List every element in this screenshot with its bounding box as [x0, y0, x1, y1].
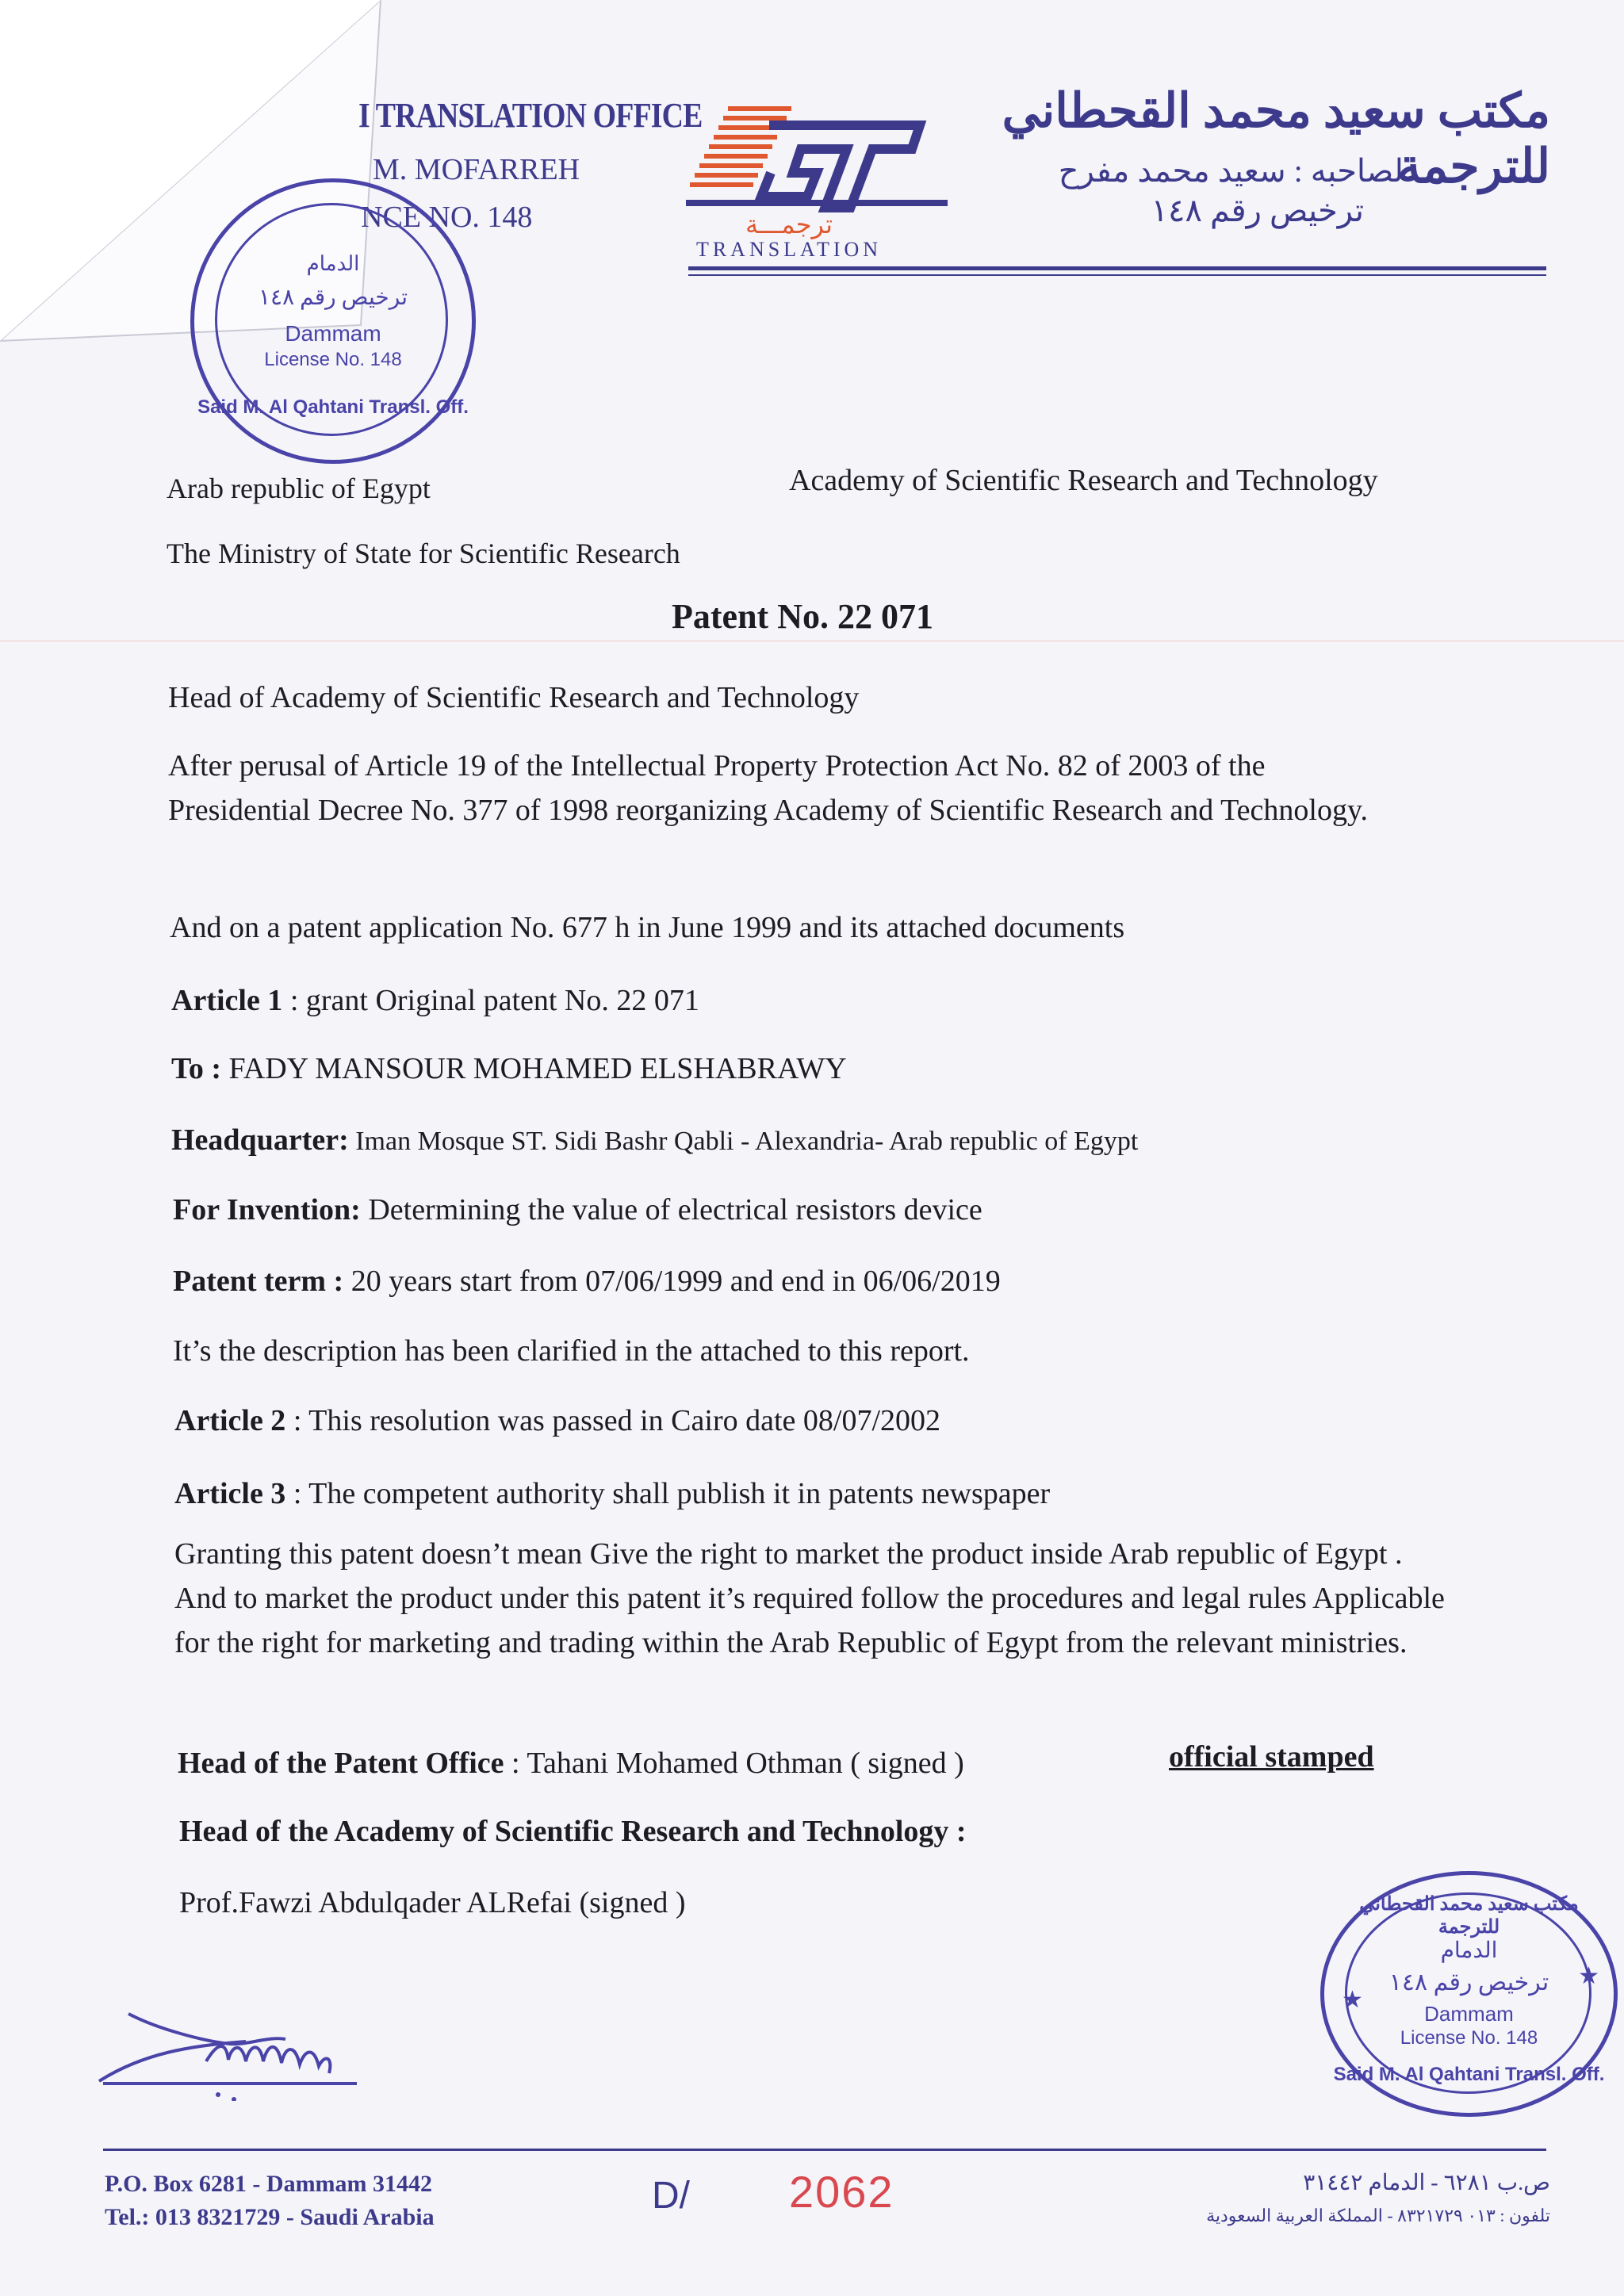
- granting-paragraph: Granting this patent doesn’t mean Give the right to market the product inside Arab republic of Egypt . And to market the product under this patent it’s required follow the procedures and legal rules Applicable for the right for marketing and trading within the Arab Republic of Egypt from the relevant ministries.: [174, 1537, 1445, 1659]
- article-3-text: : The competent authority shall publish it in patents newspaper: [285, 1477, 1051, 1510]
- stamp-star-right-icon: ★: [1578, 1963, 1599, 1989]
- stamp-bottom-city-en: Dammam: [1424, 2002, 1514, 2026]
- header-rule: [688, 266, 1546, 270]
- headquarter: [171, 1118, 1138, 1164]
- article-1-text: : grant Original patent No. 22 071: [282, 984, 699, 1017]
- header-rule-thin: [688, 274, 1546, 276]
- patent-term-label: Patent term :: [173, 1265, 344, 1298]
- invention: [173, 1188, 982, 1232]
- translation-stamp-bottom: [1320, 1871, 1618, 2117]
- stamp-bottom-license-en: License No. 148: [1400, 2027, 1538, 2049]
- invention-text: Determining the value of electrical resistors device: [360, 1193, 982, 1226]
- issuer-country: Arab republic of Egypt: [167, 473, 431, 504]
- article-2: [174, 1399, 940, 1443]
- article-1-label: Article 1: [171, 984, 283, 1017]
- patent-office-name: : Tahani Mohamed Othman ( signed ): [504, 1747, 964, 1780]
- official-stamped: official stamped: [1169, 1740, 1374, 1774]
- patent-office-head: [178, 1741, 964, 1785]
- perusal-paragraph: After perusal of Article 19 of the Intellectual Property Protection Act No. 82 of 2003 of the Presidential Decree No. 377 of 1998 reorganizing Academy of Scientific Research and Technology.: [168, 749, 1368, 827]
- application-line: And on a patent application No. 677 h in June 1999 and its attached documents: [170, 911, 1125, 944]
- grantee: [171, 1047, 847, 1091]
- st-logo: [682, 101, 952, 268]
- head-line: Head of Academy of Scientific Research and Technology: [168, 681, 860, 714]
- stamp-bottom-city-ar: الدمام: [1440, 1938, 1498, 1963]
- stamp-bottom-ring-text: Said M. Al Qahtani Transl. Off.: [1333, 2064, 1605, 2085]
- stamp-top-ring-text: Said M. Al Qahtani Transl. Off.: [197, 396, 469, 418]
- article-2-label: Article 2: [174, 1404, 286, 1437]
- footer-po-box: P.O. Box 6281 - Dammam 31442: [105, 2171, 433, 2197]
- translation-stamp-top: [190, 178, 476, 464]
- stamp-bottom-top-ar: مكتب سعيد محمد القحطاني للترجمة: [1359, 1894, 1579, 1938]
- st-logo-icon: [682, 101, 952, 212]
- description-line: It’s the description has been clarified in the attached to this report.: [173, 1334, 970, 1368]
- article-1: [171, 978, 699, 1023]
- article-2-text: : This resolution was passed in Cairo date 08/07/2002: [285, 1404, 941, 1437]
- patent-term-text: 20 years start from 07/06/1999 and end in 06/06/2019: [343, 1265, 1001, 1298]
- footer-tel: Tel.: 013 8321729 - Saudi Arabia: [105, 2204, 435, 2230]
- academy-head-label: Head of the Academy of Scientific Research and Technology :: [179, 1815, 967, 1848]
- patent-term: [173, 1259, 1001, 1303]
- stamp-star-left-icon: ★: [1342, 1987, 1363, 2013]
- headquarter-label: Headquarter:: [171, 1123, 349, 1157]
- logo-caption-en: TRANSLATION: [695, 238, 883, 261]
- headquarter-text: Iman Mosque ST. Sidi Bashr Qabli - Alexandria- Arab republic of Egypt: [348, 1127, 1139, 1156]
- invention-label: For Invention:: [173, 1193, 361, 1226]
- stamp-top-license-en: License No. 148: [264, 349, 402, 370]
- office-owner-en: M. MOFARREH: [373, 153, 580, 186]
- article-3-label: Article 3: [174, 1477, 286, 1510]
- reference-prefix: D/: [652, 2175, 690, 2217]
- issuer-academy: Academy of Scientific Research and Technology: [789, 464, 1378, 497]
- handwritten-signature: [87, 1998, 373, 2101]
- academy-head-name: Prof.Fawzi Abdulqader ALRefai (signed ): [179, 1886, 686, 1919]
- stamp-top-city-ar: الدمام: [306, 252, 360, 275]
- grantee-label: To :: [171, 1052, 222, 1085]
- stamp-bottom-license-ar: ترخيص رقم ١٤٨: [1388, 1969, 1549, 1996]
- article-3: [174, 1471, 1050, 1516]
- reference-number: 2062: [789, 2167, 894, 2217]
- footer-rule: [103, 2149, 1546, 2151]
- office-license-en: NCE NO. 148: [361, 201, 533, 234]
- stamp-top-city-en: Dammam: [285, 321, 381, 346]
- footer-tel-ar: تلفون : ٠١٣ ٨٣٢١٧٢٩ - المملكة العربية السعودية: [1206, 2206, 1550, 2225]
- office-name-ar: مكتب سعيد محمد القحطاني للترجمة: [1002, 85, 1550, 193]
- stamp-top-license-ar: ترخيص رقم ١٤٨: [259, 285, 408, 310]
- footer-po-box-ar: ص.ب ٦٢٨١ - الدمام ٣١٤٤٢: [1303, 2171, 1550, 2195]
- patent-office-label: Head of the Patent Office: [178, 1747, 504, 1780]
- grantee-name: FADY MANSOUR MOHAMED ELSHABRAWY: [221, 1052, 847, 1085]
- logo-caption-ar: ترجمـــة: [745, 210, 833, 239]
- page-title: Patent No. 22 071: [672, 597, 933, 636]
- office-owner-ar: لصاحبه : سعيد محمد مفرح: [1058, 153, 1404, 189]
- issuer-ministry: The Ministry of State for Scientific Research: [167, 538, 680, 569]
- office-name-en: I TRANSLATION OFFICE: [358, 96, 703, 135]
- office-license-ar: ترخيص رقم ١٤٨: [1151, 193, 1364, 228]
